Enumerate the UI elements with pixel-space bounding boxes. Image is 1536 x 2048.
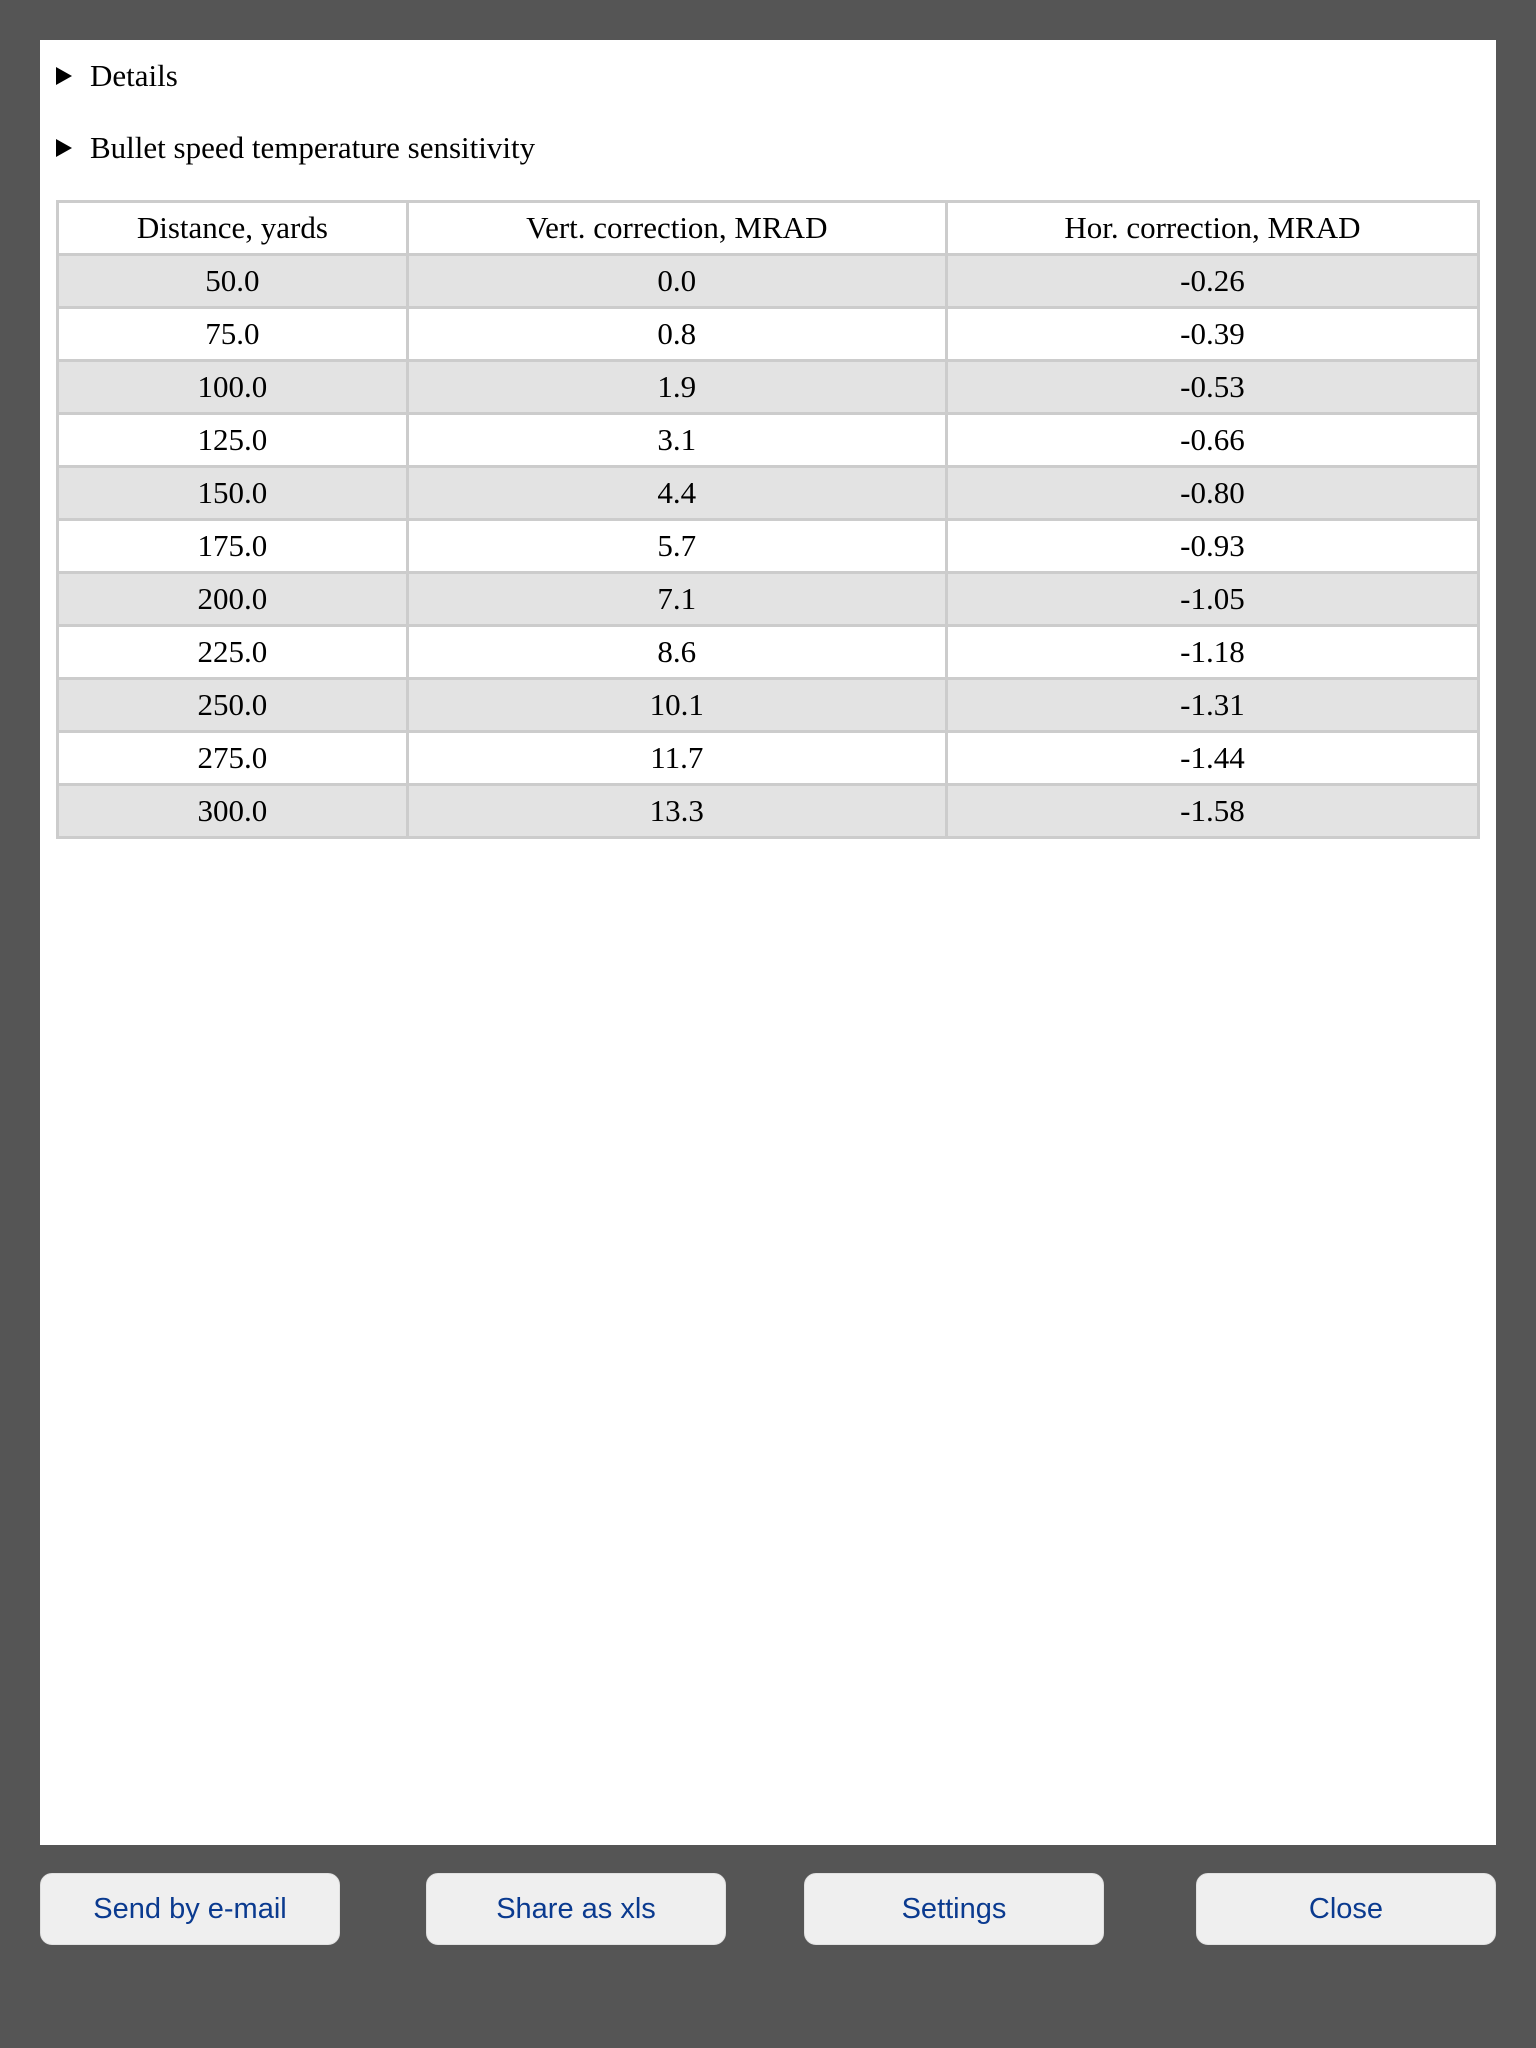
temperature-sensitivity-label: Bullet speed temperature sensitivity <box>90 130 536 165</box>
distance-cell: 225.0 <box>58 626 408 679</box>
distance-cell: 275.0 <box>58 732 408 785</box>
table-row <box>58 361 1479 414</box>
close-button[interactable]: Close <box>1196 1873 1496 1945</box>
table-row <box>58 308 1479 361</box>
distance-cell: 125.0 <box>58 414 408 467</box>
distance-cell: 75.0 <box>58 308 408 361</box>
content-panel <box>40 40 1496 1845</box>
table-row <box>58 520 1479 573</box>
vert-correction-cell: 1.9 <box>407 361 946 414</box>
hor-correction-cell: -0.80 <box>946 467 1478 520</box>
hor-correction-cell: -0.66 <box>946 414 1478 467</box>
table-row <box>58 255 1479 308</box>
vert-correction-cell: 13.3 <box>407 785 946 838</box>
header-distance: Distance, yards <box>58 202 408 255</box>
vert-correction-cell: 3.1 <box>407 414 946 467</box>
table-row <box>58 467 1479 520</box>
distance-cell: 50.0 <box>58 255 408 308</box>
table-row <box>58 679 1479 732</box>
table-row <box>58 626 1479 679</box>
hor-correction-cell: -1.05 <box>946 573 1478 626</box>
temperature-sensitivity-disclosure[interactable] <box>56 128 535 168</box>
table-row <box>58 414 1479 467</box>
distance-cell: 250.0 <box>58 679 408 732</box>
hor-correction-cell: -1.31 <box>946 679 1478 732</box>
distance-cell: 300.0 <box>58 785 408 838</box>
disclosure-triangle-icon <box>56 139 72 157</box>
vert-correction-cell: 10.1 <box>407 679 946 732</box>
correction-table <box>56 200 1480 839</box>
details-label: Details <box>90 58 178 93</box>
hor-correction-cell: -0.53 <box>946 361 1478 414</box>
distance-cell: 200.0 <box>58 573 408 626</box>
vert-correction-cell: 8.6 <box>407 626 946 679</box>
settings-button[interactable]: Settings <box>804 1873 1104 1945</box>
hor-correction-cell: -1.18 <box>946 626 1478 679</box>
vert-correction-cell: 11.7 <box>407 732 946 785</box>
hor-correction-cell: -0.39 <box>946 308 1478 361</box>
distance-cell: 150.0 <box>58 467 408 520</box>
table-row <box>58 732 1479 785</box>
vert-correction-cell: 0.8 <box>407 308 946 361</box>
vert-correction-cell: 7.1 <box>407 573 946 626</box>
share-as-xls-button[interactable]: Share as xls <box>426 1873 726 1945</box>
hor-correction-cell: -1.44 <box>946 732 1478 785</box>
hor-correction-cell: -0.93 <box>946 520 1478 573</box>
distance-cell: 100.0 <box>58 361 408 414</box>
header-vert-correction: Vert. correction, MRAD <box>407 202 946 255</box>
details-disclosure[interactable] <box>56 56 178 96</box>
header-hor-correction: Hor. correction, MRAD <box>946 202 1478 255</box>
table-header-row <box>58 202 1479 255</box>
distance-cell: 175.0 <box>58 520 408 573</box>
vert-correction-cell: 4.4 <box>407 467 946 520</box>
hor-correction-cell: -0.26 <box>946 255 1478 308</box>
table-row <box>58 573 1479 626</box>
hor-correction-cell: -1.58 <box>946 785 1478 838</box>
vert-correction-cell: 5.7 <box>407 520 946 573</box>
table-row <box>58 785 1479 838</box>
send-by-email-button[interactable]: Send by e-mail <box>40 1873 340 1945</box>
disclosure-triangle-icon <box>56 67 72 85</box>
vert-correction-cell: 0.0 <box>407 255 946 308</box>
